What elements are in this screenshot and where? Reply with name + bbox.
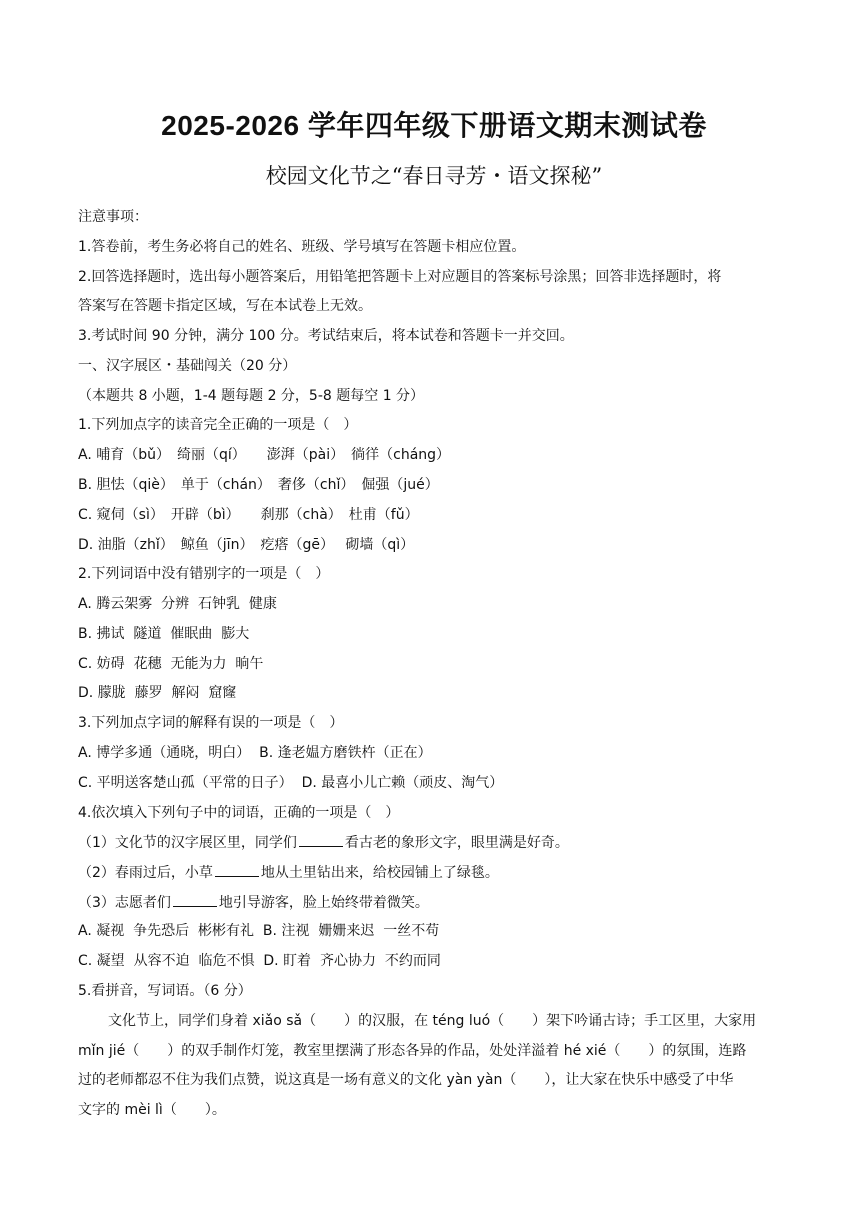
q5-passage-line-2: mǐn jié（ ）的双手制作灯笼，教室里摆满了形态各异的作品，处处洋溢着 hé xié（ ）的氛围，连路 <box>78 1043 747 1059</box>
q2-option-d: D. 朦胧 藤罗 解闷 窟窿 <box>78 685 237 701</box>
page-title: 2025-2026 学年四年级下册语文期末测试卷 <box>161 110 707 141</box>
q4-sentence-2 <box>78 862 499 883</box>
q1-stem: 1.下列加点字的读音完全正确的一项是（ ） <box>78 417 358 433</box>
q1-option-c: C. 窥伺（sì） 开辟（bì） 刹那（chà） 杜甫（fǔ） <box>78 507 419 523</box>
q4-s3-pre: （3）志愿者们 <box>78 895 171 911</box>
q2-option-b: B. 拂试 隧道 催眠曲 膨大 <box>78 626 250 642</box>
q4-sentence-3 <box>78 892 429 913</box>
q4-blank-1 <box>299 832 343 847</box>
q3-options-cd: C. 平明送客楚山孤（平常的日子） D. 最喜小儿亡赖（顽皮、淘气） <box>78 775 504 791</box>
notice-item-2b: 答案写在答题卡指定区域，写在本试卷上无效。 <box>78 298 372 314</box>
q4-s1-pre: （1）文化节的汉字展区里，同学们 <box>78 835 297 851</box>
q4-s2-post: 地从土里钻出来，给校园铺上了绿毯。 <box>260 865 499 881</box>
q4-s2-pre: （2）春雨过后，小草 <box>78 865 213 881</box>
q4-blank-2 <box>215 862 259 877</box>
notice-item-3: 3.考试时间 90 分钟，满分 100 分。考试结束后，将本试卷和答题卡一并交回。 <box>78 328 574 344</box>
q4-stem: 4.依次填入下列句子中的词语，正确的一项是（ ） <box>78 805 400 821</box>
q4-sentence-1 <box>78 832 569 853</box>
section-note: （本题共 8 小题，1-4 题每题 2 分，5-8 题每空 1 分） <box>78 388 425 404</box>
section-heading: 一、汉字展区・基础闯关（20 分） <box>78 358 297 374</box>
notice-item-2a: 2.回答选择题时，选出每小题答案后，用铅笔把答题卡上对应题目的答案标号涂黑；回答非选择题时，将 <box>78 269 722 285</box>
q4-blank-3 <box>173 892 217 907</box>
notice-item-1: 1.答卷前，考生务必将自己的姓名、班级、学号填写在答题卡相应位置。 <box>78 239 526 255</box>
q2-option-c: C. 妨碍 花穗 无能为力 晌午 <box>78 656 264 672</box>
q4-s1-post: 看古老的象形文字，眼里满是好奇。 <box>344 835 569 851</box>
q1-option-b: B. 胆怯（qiè） 单于（chán） 奢侈（chǐ） 倔强（jué） <box>78 477 439 493</box>
page-subtitle: 校园文化节之“春日寻芳・语文探秘” <box>265 164 603 188</box>
q4-options-cd: C. 凝望 从容不迫 临危不惧 D. 盯着 齐心协力 不约而同 <box>78 953 441 969</box>
q1-option-d: D. 油脂（zhǐ） 鲸鱼（jīn） 疙瘩（gē） 砌墙（qì） <box>78 537 415 553</box>
notice-heading: 注意事项： <box>78 209 148 225</box>
q4-options-ab: A. 凝视 争先恐后 彬彬有礼 B. 注视 姗姗来迟 一丝不苟 <box>78 923 440 939</box>
q2-option-a: A. 腾云架雾 分辨 石钟乳 健康 <box>78 596 277 612</box>
q2-stem: 2.下列词语中没有错别字的一项是（ ） <box>78 566 330 582</box>
q4-s3-post: 地引导游客，脸上始终带着微笑。 <box>218 895 429 911</box>
q5-passage-line-3: 过的老师都忍不住为我们点赞，说这真是一场有意义的文化 yàn yàn（ ），让大家在快乐中感受了中华 <box>78 1072 734 1088</box>
q3-options-ab: A. 博学多通（通晓，明白） B. 逢老媪方磨铁杵（正在） <box>78 745 432 761</box>
q5-passage-line-1: 文化节上，同学们身着 xiǎo sǎ（ ）的汉服，在 téng luó（ ）架下吟诵古诗；手工区里，大家用 <box>108 1013 757 1029</box>
q3-stem: 3.下列加点字词的解释有误的一项是（ ） <box>78 715 344 731</box>
q5-passage-line-4: 文字的 mèi lì（ ）。 <box>78 1102 226 1118</box>
q1-option-a: A. 哺育（bǔ） 绮丽（qí） 澎湃（pài） 徜徉（cháng） <box>78 447 451 463</box>
q5-stem: 5.看拼音，写词语。（6 分） <box>78 983 252 999</box>
